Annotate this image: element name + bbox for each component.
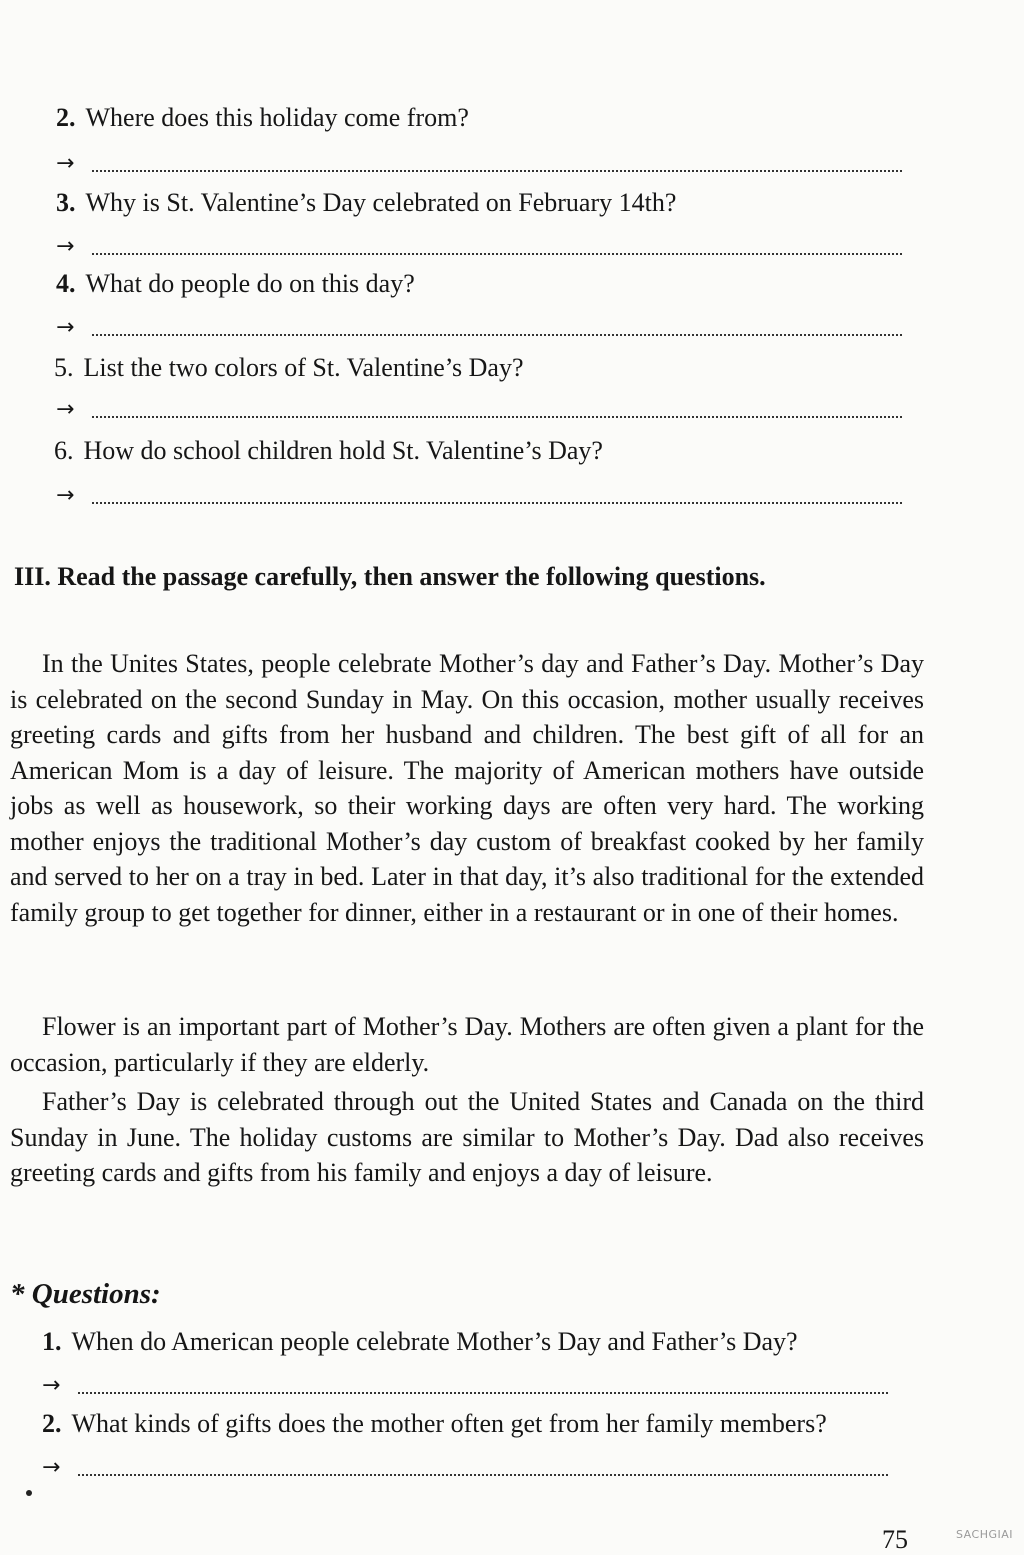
question-number: 2.: [42, 1409, 62, 1438]
question-text: When do American people celebrate Mother’s Day and Father’s Day?: [71, 1327, 798, 1356]
answer-line[interactable]: [42, 1368, 888, 1400]
questions-title: * Questions:: [10, 1278, 161, 1310]
passage-paragraph-2: Flower is an important part of Mother’s Day. Mothers are often given a plant for the occasion, particularly if they are elderly.: [10, 1012, 924, 1077]
arrow-icon: →: [56, 151, 75, 176]
question-number: 3.: [56, 188, 76, 217]
answer-line[interactable]: [56, 229, 902, 261]
dotted-line: [92, 415, 902, 418]
question-text: What do people do on this day?: [85, 269, 415, 298]
answer-line[interactable]: [56, 478, 902, 510]
question-text: What kinds of gifts does the mother often get from her family members?: [71, 1409, 827, 1438]
watermark-logo: SACHGIAI: [956, 1528, 1014, 1541]
question-number: 6.: [54, 436, 74, 465]
question-4: [56, 268, 415, 300]
dotted-line: [92, 333, 902, 336]
question-3: [56, 187, 676, 219]
question-number: 4.: [56, 269, 76, 298]
answer-line[interactable]: [42, 1450, 888, 1482]
question-5: [54, 352, 524, 384]
question-text: Where does this holiday come from?: [85, 103, 469, 132]
arrow-icon: →: [56, 483, 75, 508]
question-number: 5.: [54, 353, 74, 382]
question-text: Why is St. Valentine’s Day celebrated on February 14th?: [85, 188, 677, 217]
dotted-line: [78, 1391, 888, 1394]
arrow-icon: →: [42, 1455, 61, 1480]
passage-paragraph-3: Father’s Day is celebrated through out the United States and Canada on the third Sunday in June. The holiday customs are similar to Mother’s Day. Dad also receives greeting cards and gifts from his family and enjoys a day of leisure.: [10, 1087, 924, 1187]
arrow-icon: →: [56, 234, 75, 259]
dotted-line: [92, 252, 902, 255]
answer-line[interactable]: [56, 310, 902, 342]
answer-line[interactable]: [56, 392, 902, 424]
dotted-line: [92, 501, 902, 504]
question-2b: [42, 1408, 827, 1440]
page-number: 75: [882, 1525, 908, 1554]
section-heading: III. Read the passage carefully, then answer the following questions.: [14, 562, 766, 591]
dot-mark: [26, 1490, 32, 1496]
question-text: How do school children hold St. Valentine’s Day?: [83, 436, 603, 465]
question-6: [54, 435, 603, 467]
answer-line[interactable]: [56, 146, 902, 178]
passage-paragraph-1: In the Unites States, people celebrate Mother’s day and Father’s Day. Mother’s Day is celebrated on the second Sunday in May. On this occasion, mother usually receives greeting cards and gifts from her husband and children. The best gift of all for an American Mom is a day of leisure. The majority of American mothers have outside jobs as well as housework, so their working days are often very hard. The working mother enjoys the traditional Mother’s day custom of breakfast cooked by her family and served to her on a tray in bed. Later in that day, it’s also traditional for the extended family group to get together for dinner, either in a restaurant or in one of their homes.: [10, 649, 924, 927]
arrow-icon: →: [56, 315, 75, 340]
arrow-icon: →: [56, 397, 75, 422]
dotted-line: [78, 1473, 888, 1476]
question-2: [56, 102, 469, 134]
question-text: List the two colors of St. Valentine’s Day?: [83, 353, 524, 382]
question-number: 2.: [56, 103, 76, 132]
question-1: [42, 1326, 798, 1358]
arrow-icon: →: [42, 1373, 61, 1398]
dotted-line: [92, 169, 902, 172]
question-number: 1.: [42, 1327, 62, 1356]
